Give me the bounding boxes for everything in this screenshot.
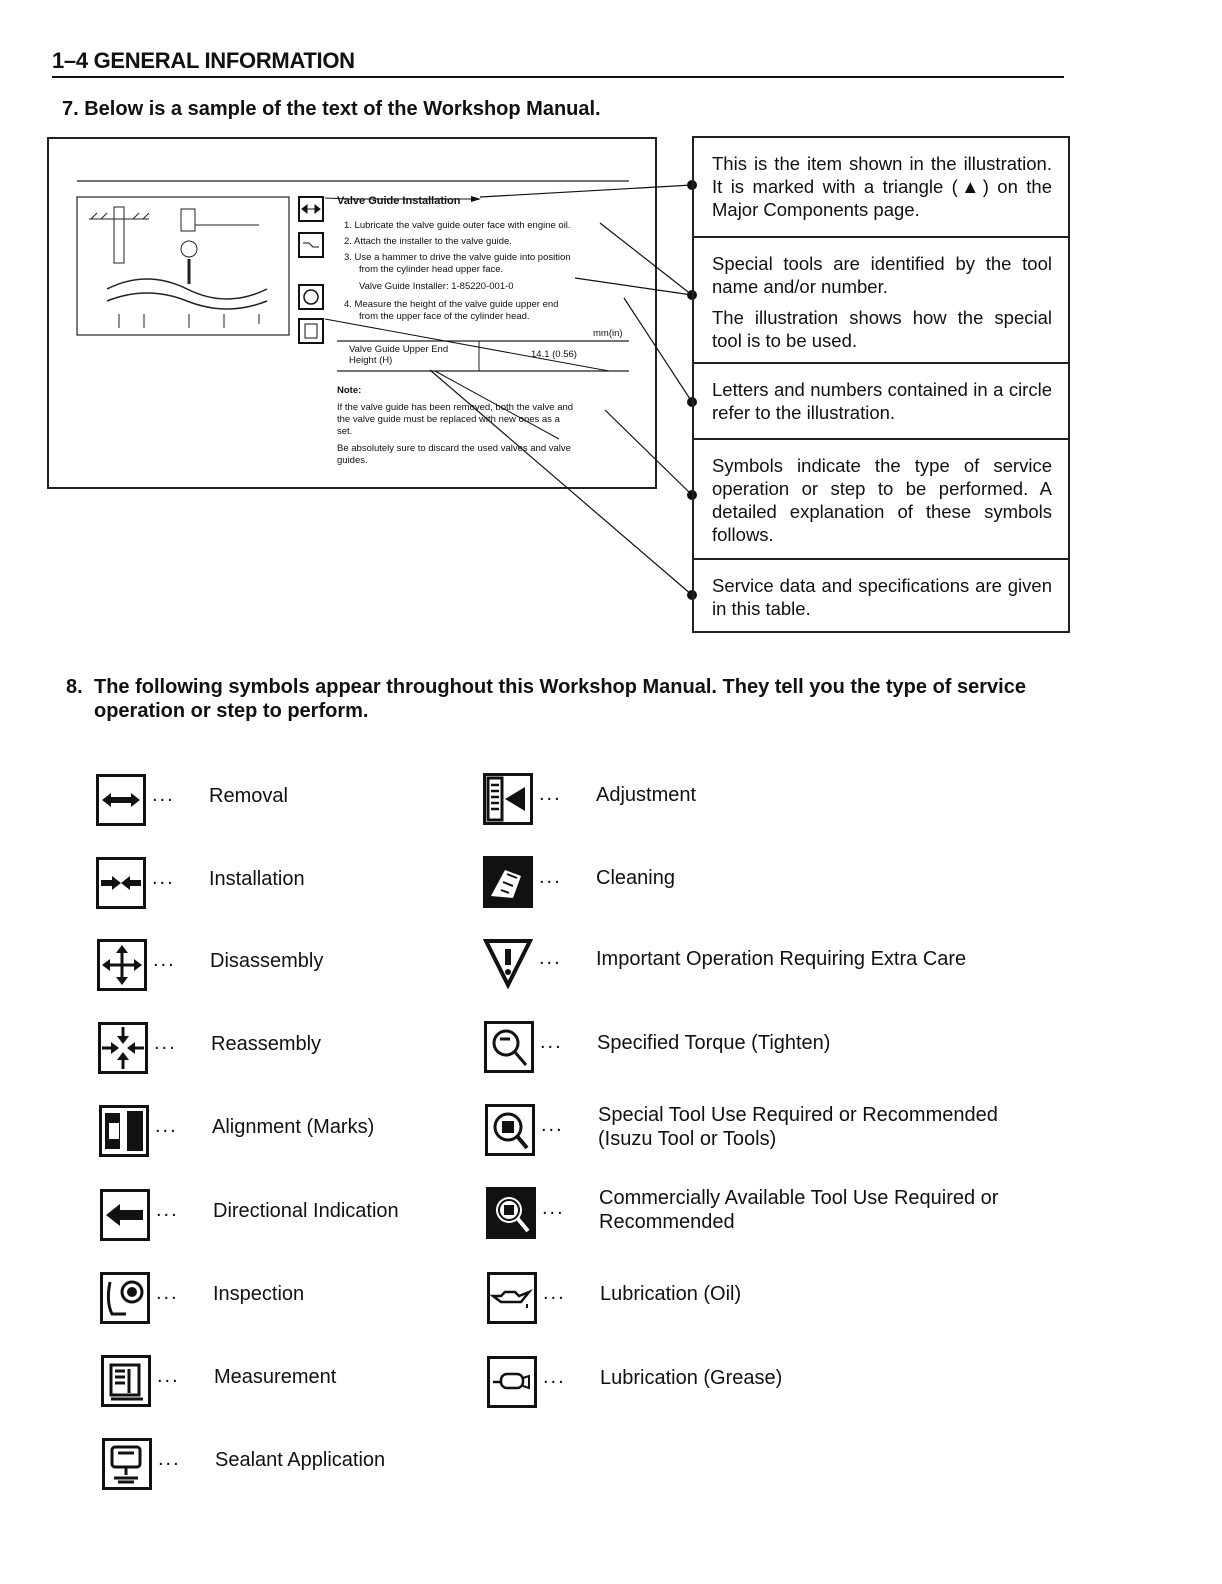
measurement-icon [101, 1355, 151, 1407]
sample-step-2: 2. Attach the installer to the valve guide. [344, 236, 512, 247]
page-title: 1–4 GENERAL INFORMATION [52, 48, 355, 73]
torque-icon [484, 1021, 534, 1073]
sample-note-title: Note: [337, 385, 362, 396]
cleaning-icon [483, 856, 533, 908]
sample-note-line-2: the valve guide must be replaced with new ones as a [337, 414, 560, 425]
sample-step-4: 4. Measure the height of the valve guide upper end [344, 299, 559, 310]
callout-3: Letters and numbers contained in a circle refer to the illustration. [694, 364, 1068, 440]
direction-icon [100, 1189, 150, 1241]
sample-note-line-5: guides. [337, 455, 368, 466]
commercial-tool-icon [486, 1187, 536, 1239]
callout-1: This is the item shown in the illustration. It is marked with a triangle (▲) on the Major Components page. [694, 138, 1068, 238]
alignment-icon [99, 1105, 149, 1157]
sample-table-value: 14.1 (0.56) [531, 349, 577, 360]
installation-icon [96, 857, 146, 909]
sample-unit: mm(in) [593, 328, 623, 339]
sample-table-label: Valve Guide Upper End [349, 344, 449, 355]
warning-icon [483, 937, 533, 989]
removal-icon [96, 774, 146, 826]
sample-note-line-4: Be absolutely sure to discard the used valves and valve [337, 443, 571, 454]
adjustment-icon [483, 773, 533, 825]
sample-step-3b: from the cylinder head upper face. [359, 264, 504, 275]
step-7-text: 7. Below is a sample of the text of the Workshop Manual. [62, 98, 601, 120]
callout-2: Special tools are identified by the tool name and/or number. The illustration shows how the special tool is to be used. [694, 238, 1068, 364]
sample-step-1: 1. Lubricate the valve guide outer face with engine oil. [344, 220, 571, 231]
sample-tool-number: Valve Guide Installer: 1-85220-001-0 [359, 281, 514, 292]
sample-note-line-1: If the valve guide has been removed, both the valve and [337, 402, 574, 413]
sample-note-line-3: set. [337, 426, 353, 437]
reassembly-icon [98, 1022, 148, 1074]
oil-icon [487, 1272, 537, 1324]
disassembly-icon [97, 939, 147, 991]
callout-panel [692, 136, 1070, 633]
sample-table-label-2: Height (H) [349, 355, 393, 366]
sample-step-4b: from the upper face of the cylinder head. [359, 311, 530, 322]
inspection-icon [100, 1272, 150, 1324]
step-8-text: 8. The following symbols appear throughout this Workshop Manual. They tell you the type of service operation or step to perform. [66, 676, 1026, 722]
callout-5: Service data and specifications are given in this table. [712, 575, 1052, 619]
sealant-icon [102, 1438, 152, 1490]
sample-title: Valve Guide Installation [337, 195, 461, 207]
callout-4: Symbols indicate the type of service operation or step to be performed. A detailed explanation of these symbols follows. [694, 440, 1068, 560]
sample-step-3: 3. Use a hammer to drive the valve guide into position [344, 252, 571, 263]
special-tool-icon [485, 1104, 535, 1156]
grease-icon [487, 1356, 537, 1408]
